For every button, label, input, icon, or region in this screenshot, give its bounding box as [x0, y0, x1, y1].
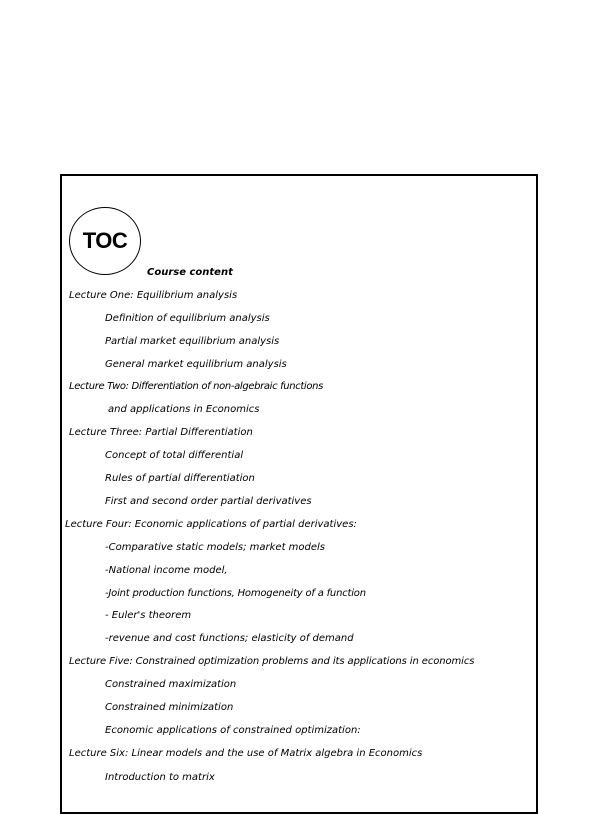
- toc-badge: [69, 207, 141, 275]
- lecture-five-topic: Constrained maximization: [105, 679, 237, 690]
- lecture-six-topic: Introduction to matrix: [105, 772, 215, 783]
- lecture-four-topic: - Euler's theorem: [105, 610, 192, 621]
- lecture-four-topic: -Comparative static models; market models: [105, 542, 326, 553]
- lecture-four-topic: -National income model,: [105, 565, 228, 576]
- lecture-three-topic: Concept of total differential: [105, 450, 244, 461]
- lecture-four-title: Lecture Four: Economic applications of partial derivatives:: [65, 519, 357, 530]
- lecture-one-title: Lecture One: Equilibrium analysis: [69, 290, 238, 301]
- lecture-two-title: Lecture Two: Differentiation of non-algebraic functions: [69, 381, 323, 392]
- lecture-one-topic: Partial market equilibrium analysis: [105, 336, 280, 347]
- toc-frame: [60, 174, 538, 814]
- lecture-three-topic: First and second order partial derivatives: [105, 496, 312, 507]
- lecture-three-topic: Rules of partial differentiation: [105, 473, 255, 484]
- lecture-five-title: Lecture Five: Constrained optimization problems and its applications in economics: [69, 656, 475, 667]
- lecture-three-title: Lecture Three: Partial Differentiation: [69, 427, 253, 438]
- lecture-five-topic: Economic applications of constrained optimization:: [105, 725, 361, 736]
- lecture-four-topic: -revenue and cost functions; elasticity of demand: [105, 633, 354, 644]
- lecture-six-title: Lecture Six: Linear models and the use of Matrix algebra in Economics: [69, 748, 423, 759]
- lecture-two-title-continued: and applications in Economics: [108, 404, 260, 415]
- lecture-four-topic: -Joint production functions, Homogeneity of a function: [105, 588, 366, 599]
- course-content-heading: Course content: [147, 267, 233, 278]
- lecture-one-topic: Definition of equilibrium analysis: [105, 313, 270, 324]
- toc-badge-label: TOC: [82, 228, 128, 253]
- lecture-one-topic: General market equilibrium analysis: [105, 359, 287, 370]
- lecture-five-topic: Constrained minimization: [105, 702, 234, 713]
